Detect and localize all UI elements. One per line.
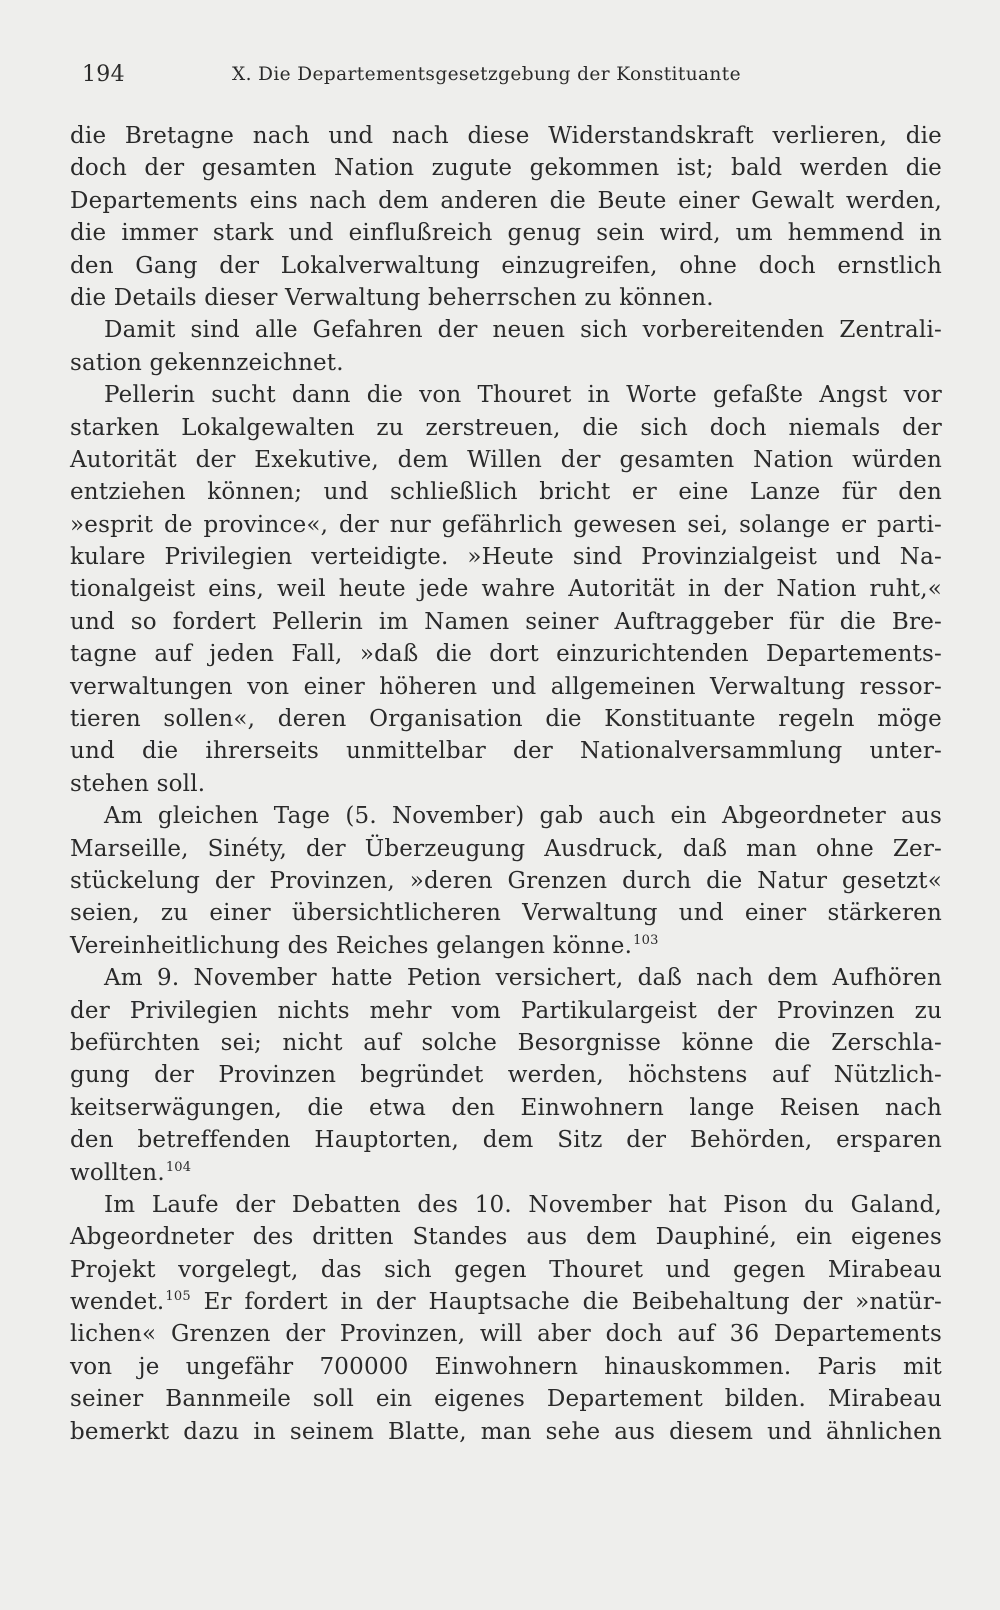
line-text: Damit sind alle Gefahren der neuen sich vorbereitenden Zentrali- bbox=[104, 317, 942, 344]
line-text: seien, zu einer übersichtlicheren Verwaltung und einer stärkeren bbox=[70, 900, 942, 927]
text-line bbox=[70, 1027, 942, 1059]
text-line bbox=[70, 1416, 942, 1448]
text-line bbox=[70, 476, 942, 508]
line-text: seiner Bannmeile soll ein eigenes Departement bilden. Mirabeau bbox=[70, 1386, 942, 1413]
text-line bbox=[70, 1189, 942, 1221]
text-line bbox=[70, 800, 942, 832]
text-line bbox=[70, 1059, 942, 1091]
line-text: den betreffenden Hauptorten, dem Sitz der Behörden, ersparen bbox=[70, 1127, 942, 1154]
text-line bbox=[70, 962, 942, 994]
line-text: und so fordert Pellerin im Namen seiner Auftraggeber für die Bre- bbox=[70, 608, 942, 635]
text-line bbox=[70, 638, 942, 670]
line-text: entziehen können; und schließlich bricht er eine Lanze für den bbox=[70, 479, 942, 506]
line-text: die immer stark und einflußreich genug sein wird, um hemmend in bbox=[70, 220, 942, 247]
text-line bbox=[70, 1318, 942, 1350]
text-line bbox=[70, 930, 942, 962]
line-text: den Gang der Lokalverwaltung einzugreifen, ohne doch ernstlich bbox=[70, 252, 942, 279]
text-line bbox=[70, 703, 942, 735]
line-text: keitserwägungen, die etwa den Einwohnern lange Reisen nach bbox=[70, 1094, 942, 1121]
text-line bbox=[70, 412, 942, 444]
text-line bbox=[70, 606, 942, 638]
text-line bbox=[70, 444, 942, 476]
line-text: doch der gesamten Nation zugute gekommen ist; bald werden die bbox=[70, 155, 942, 182]
text-line bbox=[70, 541, 942, 573]
text-line bbox=[70, 217, 942, 249]
line-text: tionalgeist eins, weil heute jede wahre Autorität in der Nation ruht,« bbox=[70, 576, 942, 603]
text-line bbox=[70, 185, 942, 217]
text-line bbox=[70, 1221, 942, 1253]
text-line bbox=[70, 250, 942, 282]
line-text: die Details dieser Verwaltung beherrschen zu können. bbox=[70, 284, 714, 311]
text-line bbox=[70, 1254, 942, 1286]
text-line bbox=[70, 282, 942, 314]
text-line bbox=[70, 995, 942, 1027]
footnote-marker: 105 bbox=[165, 1289, 191, 1305]
line-text: Vereinheitlichung des Reiches gelangen könne. bbox=[70, 932, 633, 959]
text-line bbox=[70, 671, 942, 703]
text-line bbox=[70, 1383, 942, 1415]
footnote-marker: 104 bbox=[165, 1159, 192, 1175]
line-text: lichen« Grenzen der Provinzen, will aber doch auf 36 Departements bbox=[70, 1321, 942, 1348]
line-text: bemerkt dazu in seinem Blatte, man sehe aus diesem und ähnlichen bbox=[70, 1418, 942, 1445]
line-text: der Privilegien nichts mehr vom Partikulargeist der Provinzen zu bbox=[70, 997, 942, 1024]
body-text bbox=[70, 120, 942, 1448]
line-text: sation gekennzeichnet. bbox=[70, 349, 344, 376]
line-text: Marseille, Sinéty, der Überzeugung Ausdruck, daß man ohne Zer- bbox=[70, 835, 942, 862]
line-text: Im Laufe der Debatten des 10. November hat Pison du Galand, bbox=[104, 1191, 942, 1218]
line-text: verwaltungen von einer höheren und allgemeinen Verwaltung ressor- bbox=[70, 673, 942, 700]
text-line bbox=[70, 314, 942, 346]
line-text: Projekt vorgelegt, das sich gegen Thouret und gegen Mirabeau bbox=[70, 1256, 942, 1283]
text-line bbox=[70, 509, 942, 541]
line-text: Am 9. November hatte Petion versichert, daß nach dem Aufhören bbox=[104, 965, 942, 992]
text-line bbox=[70, 152, 942, 184]
line-text-continued: Er fordert in der Hauptsache die Beibehaltung der »natür- bbox=[190, 1289, 942, 1316]
text-line bbox=[70, 1092, 942, 1124]
running-title: X. Die Departementsgesetzgebung der Konstituante bbox=[232, 64, 741, 85]
line-text: stückelung der Provinzen, »deren Grenzen durch die Natur gesetzt« bbox=[70, 867, 942, 894]
line-text: wollten. bbox=[70, 1159, 165, 1186]
line-text: Departements eins nach dem anderen die Beute einer Gewalt werden, bbox=[70, 187, 942, 214]
line-text: Pellerin sucht dann die von Thouret in Worte gefaßte Angst vor bbox=[104, 382, 942, 409]
footnote-marker: 103 bbox=[633, 932, 659, 948]
line-text: die Bretagne nach und nach diese Widerstandskraft verlieren, die bbox=[70, 123, 942, 149]
text-line bbox=[70, 1124, 942, 1156]
line-text: und die ihrerseits unmittelbar der Nationalversammlung unter- bbox=[70, 738, 942, 765]
text-line bbox=[70, 1351, 942, 1383]
line-text: »esprit de province«, der nur gefährlich gewesen sei, solange er parti- bbox=[70, 511, 942, 538]
line-text: befürchten sei; nicht auf solche Besorgnisse könne die Zerschla- bbox=[70, 1029, 942, 1056]
text-line bbox=[70, 897, 942, 929]
text-line bbox=[70, 120, 942, 152]
line-text: wendet. bbox=[70, 1289, 165, 1316]
text-line bbox=[70, 1157, 942, 1189]
line-text: kulare Privilegien verteidigte. »Heute sind Provinzialgeist und Na- bbox=[70, 544, 942, 571]
line-text: Abgeordneter des dritten Standes aus dem Dauphiné, ein eigenes bbox=[70, 1224, 942, 1251]
running-head bbox=[82, 62, 942, 94]
line-text: stehen soll. bbox=[70, 770, 206, 797]
text-line bbox=[70, 865, 942, 897]
line-text: gung der Provinzen begründet werden, höchstens auf Nützlich- bbox=[70, 1062, 942, 1089]
text-line bbox=[70, 379, 942, 411]
text-line bbox=[70, 347, 942, 379]
text-line bbox=[70, 735, 942, 767]
text-line bbox=[70, 833, 942, 865]
text-line bbox=[70, 1286, 942, 1318]
line-text: starken Lokalgewalten zu zerstreuen, die sich doch niemals der bbox=[70, 414, 942, 441]
line-text: Autorität der Exekutive, dem Willen der gesamten Nation würden bbox=[70, 446, 942, 473]
page-number: 194 bbox=[82, 62, 125, 87]
text-line bbox=[70, 768, 942, 800]
line-text: tieren sollen«, deren Organisation die Konstituante regeln möge bbox=[70, 706, 942, 733]
line-text: von je ungefähr 700000 Einwohnern hinauskommen. Paris mit bbox=[70, 1353, 942, 1380]
line-text: tagne auf jeden Fall, »daß die dort einzurichtenden Departements- bbox=[70, 641, 942, 668]
text-line bbox=[70, 573, 942, 605]
line-text: Am gleichen Tage (5. November) gab auch ein Abgeordneter aus bbox=[104, 803, 942, 830]
